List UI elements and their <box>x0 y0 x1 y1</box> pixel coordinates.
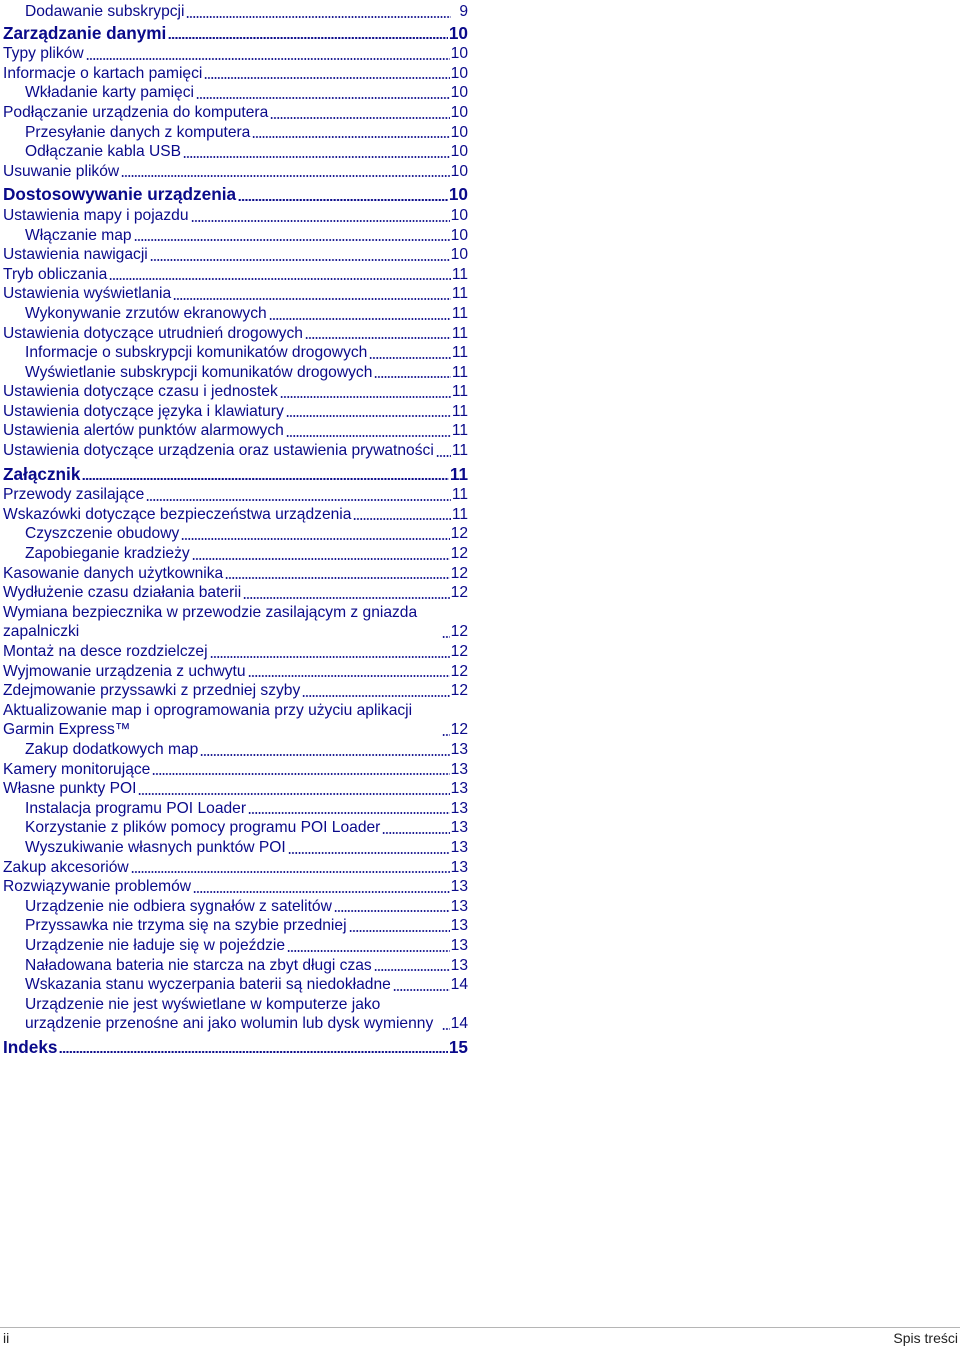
toc-page-number: 15 <box>448 1036 468 1057</box>
toc-entry[interactable] <box>3 83 468 103</box>
toc-page-number: 10 <box>450 206 468 224</box>
toc-entry-title: Tryb obliczania <box>3 265 108 283</box>
toc-entry[interactable] <box>3 995 468 1034</box>
toc-entry-title: Korzystanie z plików pomocy programu POI Loader <box>25 819 381 837</box>
dot-leader <box>193 891 450 893</box>
dot-leader <box>152 773 449 775</box>
toc-entry[interactable] <box>3 779 468 799</box>
toc-page-number: 13 <box>450 838 468 856</box>
toc-page-number: 13 <box>450 858 468 876</box>
toc-entry[interactable] <box>3 858 468 878</box>
dot-leader <box>183 156 450 158</box>
toc-page-number: 11 <box>451 422 468 440</box>
dot-leader <box>436 455 451 457</box>
dot-leader <box>248 812 450 814</box>
toc-entry[interactable] <box>3 564 468 584</box>
dot-leader <box>374 969 450 971</box>
toc-entry-title: Ustawienia wyświetlania <box>3 285 172 303</box>
toc-page-number: 11 <box>451 486 468 504</box>
dot-leader <box>191 220 450 222</box>
toc-entry[interactable] <box>3 343 468 363</box>
toc-page-number: 12 <box>450 564 468 582</box>
toc-entry-title: Ustawienia nawigacji <box>3 246 148 264</box>
toc-page-number: 10 <box>450 226 468 244</box>
dot-leader <box>286 415 451 417</box>
dot-leader <box>138 793 449 795</box>
toc-page-number: 13 <box>450 917 468 935</box>
dot-leader <box>288 852 450 854</box>
toc-entry[interactable] <box>3 284 468 304</box>
toc-page-number: 11 <box>451 402 468 420</box>
toc-page-number: 11 <box>451 383 468 401</box>
dot-leader <box>302 695 449 697</box>
toc-page-number: 11 <box>451 265 468 283</box>
toc-entry-title: Wskazania stanu wyczerpania baterii są niedokładne <box>25 976 391 994</box>
toc-page-number: 10 <box>450 64 468 82</box>
dot-leader <box>374 376 450 378</box>
toc-entry-title: Aktualizowanie map i oprogramowania przy użyciu aplikacji Garmin Express™ <box>3 701 413 739</box>
dot-leader <box>225 577 449 579</box>
toc-entry[interactable] <box>3 382 468 402</box>
toc-entry-title: Urządzenie nie ładuje się w pojeździe <box>25 936 286 954</box>
toc-page-number: 14 <box>450 1015 468 1033</box>
toc-entry[interactable] <box>3 402 468 422</box>
toc-section-entry[interactable] <box>3 24 468 44</box>
toc-page-number: 13 <box>450 740 468 758</box>
dot-leader <box>305 337 451 339</box>
toc-entry[interactable] <box>3 701 468 740</box>
toc-section-entry[interactable] <box>3 1038 468 1058</box>
toc-page-number: 10 <box>450 45 468 63</box>
dot-leader <box>238 199 448 201</box>
dot-leader <box>82 478 448 480</box>
dot-leader <box>204 77 449 79</box>
toc-entry-title: Wykonywanie zrzutów ekranowych <box>25 304 267 322</box>
toc-page-number: 12 <box>450 662 468 680</box>
toc-entry[interactable] <box>3 505 468 525</box>
toc-page-number: 11 <box>451 304 468 322</box>
footer-divider <box>0 1327 960 1328</box>
toc-entry-title: Ustawienia alertów punktów alarmowych <box>3 422 284 440</box>
dot-leader <box>146 499 451 501</box>
toc-entry[interactable] <box>3 123 468 143</box>
toc-entry-title: Indeks <box>3 1036 58 1057</box>
dot-leader <box>86 58 450 60</box>
toc-entry-title: Zdejmowanie przyssawki z przedniej szyby <box>3 682 301 700</box>
toc-entry-title: Wymiana bezpiecznika w przewodzie zasilającym z gniazda zapalniczki <box>3 603 418 641</box>
toc-section-entry[interactable] <box>3 465 468 485</box>
dot-leader <box>121 175 450 177</box>
footer-section-title: Spis treści <box>893 1330 958 1346</box>
toc-entry-title: Wskazówki dotyczące bezpieczeństwa urządzenia <box>3 505 352 523</box>
toc-entry[interactable] <box>3 897 468 917</box>
dot-leader <box>287 950 450 952</box>
toc-entry[interactable] <box>3 44 468 64</box>
toc-page-number: 10 <box>450 123 468 141</box>
toc-entry-title: Naładowana bateria nie starcza na zbyt długi czas <box>25 956 372 974</box>
toc-entry[interactable] <box>3 265 468 285</box>
toc-entry[interactable] <box>3 324 468 344</box>
dot-leader <box>196 97 450 99</box>
toc-entry-title: Montaż na desce rozdzielczej <box>3 643 208 660</box>
toc-page-number: 10 <box>450 143 468 161</box>
dot-leader <box>349 930 450 932</box>
dot-leader <box>134 239 450 241</box>
toc-entry[interactable] <box>3 799 468 819</box>
toc-entry-title: Rozwiązywanie problemów <box>3 878 192 896</box>
toc-entry-title: Ustawienia dotyczące języka i klawiatury <box>3 402 284 420</box>
toc-page-number: 14 <box>450 976 468 994</box>
dot-leader <box>269 318 451 320</box>
toc-page-number: 11 <box>451 442 468 460</box>
dot-leader <box>200 754 449 756</box>
dot-leader <box>280 396 451 398</box>
toc-entry-title: Urządzenie nie odbiera sygnałów z satelitów <box>25 897 332 915</box>
dot-leader <box>442 734 450 736</box>
toc-entry[interactable] <box>3 818 468 838</box>
dot-leader <box>270 117 449 119</box>
toc-page-number: 10 <box>450 103 468 121</box>
toc-entry[interactable] <box>3 975 468 995</box>
toc-entry-title: Urządzenie nie jest wyświetlane w komputerze jako urządzenie przenośne ani jako wolumin lub dysk wymienny <box>25 995 434 1033</box>
toc-entry[interactable] <box>3 64 468 84</box>
toc-entry[interactable] <box>3 740 468 760</box>
toc-page-number: 12 <box>450 682 468 700</box>
toc-entry-title: Zarządzanie danymi <box>3 22 167 43</box>
toc-entry-title: Instalacja programu POI Loader <box>25 799 247 817</box>
toc-page-number: 10 <box>450 162 468 180</box>
toc-entry-title: Włączanie map <box>25 226 132 244</box>
dot-leader <box>252 136 449 138</box>
toc-page-number: 13 <box>450 956 468 974</box>
toc-entry-title: Wyjmowanie urządzenia z uchwytu <box>3 662 246 680</box>
toc-entry[interactable] <box>3 421 468 441</box>
toc-page-number: 10 <box>448 184 468 205</box>
dot-leader <box>181 538 449 540</box>
toc-entry-title: Własne punkty POI <box>3 780 137 798</box>
toc-entry-title: Ustawienia dotyczące czasu i jednostek <box>3 383 278 401</box>
toc-entry-title: Ustawienia mapy i pojazdu <box>3 206 189 224</box>
toc-entry[interactable] <box>3 226 468 246</box>
toc-page-number: 10 <box>450 84 468 102</box>
toc-entry-title: Czyszczenie obudowy <box>25 525 180 543</box>
toc-entry-title: Kamery monitorujące <box>3 760 151 778</box>
toc-entry-title: Zakup dodatkowych map <box>25 740 199 758</box>
toc-entry[interactable] <box>3 363 468 383</box>
toc-page-number: 11 <box>451 363 468 381</box>
toc-entry[interactable] <box>3 838 468 858</box>
toc-entry-title: Podłączanie urządzenia do komputera <box>3 103 269 121</box>
toc-page-number: 12 <box>450 584 468 602</box>
toc-page-number: 13 <box>450 819 468 837</box>
dot-leader <box>131 871 450 873</box>
toc-page-number: 13 <box>450 760 468 778</box>
footer-page-number: ii <box>3 1330 10 1346</box>
toc-entry[interactable] <box>3 877 468 897</box>
toc-page-number: 12 <box>450 545 468 563</box>
toc-page-number: 11 <box>449 463 468 484</box>
toc-entry[interactable] <box>3 441 468 461</box>
toc-entry[interactable] <box>3 304 468 324</box>
toc-entry[interactable] <box>3 760 468 780</box>
toc-page-number: 13 <box>450 936 468 954</box>
dot-leader <box>393 989 450 991</box>
toc-page-number: 12 <box>450 643 468 660</box>
toc-page-number: 10 <box>450 246 468 264</box>
toc-entry[interactable] <box>3 245 468 265</box>
toc-entry-title: Dodawanie subskrypcji <box>25 3 185 20</box>
toc-entry-title: Wyświetlanie subskrypcji komunikatów drogowych <box>25 363 373 381</box>
toc-entry-title: Wkładanie karty pamięci <box>25 84 194 102</box>
dot-leader <box>59 1051 447 1053</box>
toc-entry[interactable] <box>3 524 468 544</box>
dot-leader <box>248 675 450 677</box>
toc-entry[interactable] <box>3 662 468 682</box>
toc-page-number: 11 <box>451 505 468 523</box>
toc-entry[interactable] <box>3 681 468 701</box>
toc-entry[interactable] <box>3 162 468 182</box>
toc-entry-title: Przesyłanie danych z komputera <box>25 123 251 141</box>
toc-entry-title: Przyssawka nie trzyma się na szybie przedniej <box>25 917 347 935</box>
toc-entry-title: Zapobieganie kradzieży <box>25 545 190 563</box>
toc-entry-title: Usuwanie plików <box>3 162 120 180</box>
toc-entry[interactable] <box>3 603 468 642</box>
toc-page-number: 13 <box>450 897 468 915</box>
toc-entry-title: Przewody zasilające <box>3 486 145 504</box>
toc-entry-title: Wydłużenie czasu działania baterii <box>3 584 242 602</box>
dot-leader <box>382 832 449 834</box>
toc-section-entry[interactable] <box>3 185 468 205</box>
dot-leader <box>442 1028 450 1030</box>
toc-entry-title: Zakup akcesoriów <box>3 858 129 876</box>
toc-page-number: 12 <box>450 623 468 641</box>
toc-entry-title: Dostosowywanie urządzenia <box>3 184 237 205</box>
toc-entry-title: Informacje o kartach pamięci <box>3 64 203 82</box>
toc-entry[interactable] <box>3 485 468 505</box>
toc-entry[interactable] <box>3 206 468 226</box>
toc-page-number: 12 <box>450 721 468 739</box>
dot-leader <box>286 435 451 437</box>
toc-entry[interactable] <box>3 583 468 603</box>
toc-entry[interactable] <box>3 2 468 22</box>
dot-leader <box>210 656 450 658</box>
toc-page-number: 13 <box>450 878 468 896</box>
dot-leader <box>150 259 450 261</box>
toc-entry[interactable] <box>3 544 468 564</box>
toc-entry-title: Ustawienia dotyczące urządzenia oraz ustawienia prywatności <box>3 442 434 460</box>
dot-leader <box>442 636 450 638</box>
toc-entry[interactable] <box>3 642 468 662</box>
toc-entry-title: Typy plików <box>3 45 84 63</box>
toc-page-number: 11 <box>451 285 468 303</box>
toc-entry[interactable] <box>3 916 468 936</box>
dot-leader <box>192 558 450 560</box>
dot-leader <box>186 16 451 18</box>
dot-leader <box>173 298 451 300</box>
dot-leader <box>369 357 450 359</box>
toc-entry[interactable] <box>3 956 468 976</box>
toc-page-number: 11 <box>451 324 468 342</box>
toc-entry[interactable] <box>3 142 468 162</box>
dot-leader <box>353 518 450 520</box>
toc-entry[interactable] <box>3 103 468 123</box>
toc-entry-title: Informacje o subskrypcji komunikatów drogowych <box>25 344 368 362</box>
dot-leader <box>334 910 450 912</box>
toc-page-number: 13 <box>450 799 468 817</box>
toc-entry-title: Wyszukiwanie własnych punktów POI <box>25 838 286 856</box>
toc-page-number: 10 <box>448 22 468 43</box>
dot-leader <box>243 597 449 599</box>
toc-entry-title: Odłączanie kabla USB <box>25 143 182 161</box>
toc-entry[interactable] <box>3 936 468 956</box>
toc-entry-title: Załącznik <box>3 463 81 484</box>
toc-page-number: 13 <box>450 780 468 798</box>
table-of-contents <box>3 2 468 1058</box>
toc-page-number: 9 <box>459 3 468 20</box>
toc-entry-title: Ustawienia dotyczące utrudnień drogowych <box>3 324 303 342</box>
toc-entry-title: Kasowanie danych użytkownika <box>3 564 224 582</box>
toc-page-number: 11 <box>451 344 468 362</box>
dot-leader <box>109 278 451 280</box>
toc-page-number: 12 <box>450 525 468 543</box>
dot-leader <box>168 37 448 39</box>
